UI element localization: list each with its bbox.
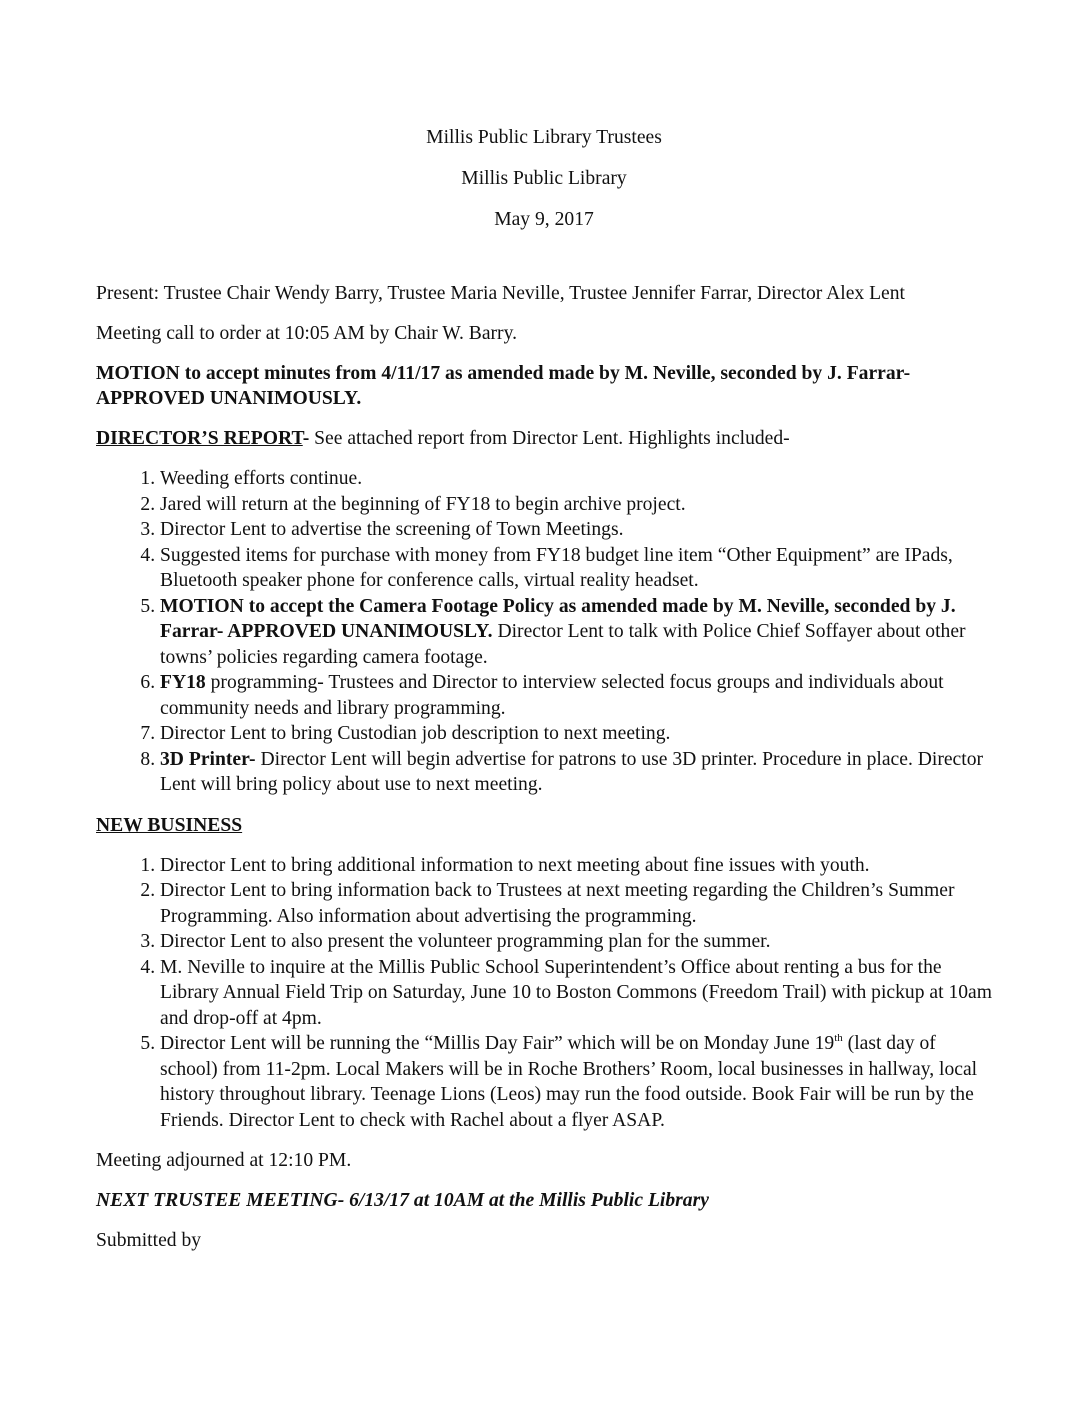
item-text: Weeding efforts continue. xyxy=(160,468,363,489)
attendees: Present: Trustee Chair Wendy Barry, Trustee Maria Neville, Trustee Jennifer Farrar, Director Alex Lent xyxy=(96,283,905,304)
item-text: programming- Trustees and Director to interview selected focus groups and individuals about community needs and library programming. xyxy=(160,672,944,719)
list-item xyxy=(160,594,992,671)
item-text: Director Lent to bring Custodian job description to next meeting. xyxy=(160,723,671,744)
superscript: th xyxy=(834,1032,843,1044)
list-item xyxy=(160,853,992,879)
item-text: Director Lent to also present the volunteer programming plan for the summer. xyxy=(160,931,771,952)
list-item xyxy=(160,670,992,721)
item-text: Director Lent to bring additional information to next meeting about fine issues with youth. xyxy=(160,854,870,876)
item-text: (last day of school) from 11-2pm. Local Makers will be in Roche Brothers’ Room, local businesses in hallway, local history throughout library. Teenage Lions (Leos) may run the food outside. Book Fair will be run by the Friends. Director Lent to check with Rachel about a flyer ASAP. xyxy=(160,1033,978,1131)
directors-report-heading: DIRECTOR’S REPORT xyxy=(96,428,303,449)
list-item xyxy=(160,492,992,518)
item-text: Director Lent will be running the “Millis Day Fair” which will be on Monday June 19 xyxy=(160,1033,835,1054)
item-bold-text: MOTION to accept the Camera Footage Policy as amended made by M. Neville, seconded by J. Farrar- APPROVED UNANIMOUSLY. xyxy=(160,595,956,642)
new-business-heading-row xyxy=(96,813,992,838)
item-text: Director Lent to talk with Police Chief Soffayer about other towns’ policies regarding camera footage. xyxy=(160,621,966,668)
item-text: Director Lent to bring information back to Trustees at next meeting regarding the Children’s Summer Programming. Also information about advertising the programming. xyxy=(160,880,955,927)
item-text: Suggested items for purchase with money from FY18 budget line item “Other Equipment” are IPads, Bluetooth speaker phone for conference calls, virtual reality headset. xyxy=(160,544,953,591)
list-item xyxy=(160,466,992,492)
item-text: Director Lent to advertise the screening of Town Meetings. xyxy=(160,519,624,540)
new-business-heading: NEW BUSINESS xyxy=(96,814,243,836)
item-bold-text: FY18 xyxy=(160,672,206,693)
meeting-date: May 9, 2017 xyxy=(494,209,594,230)
item-text: Jared will return at the beginning of FY18 to begin archive project. xyxy=(160,493,686,515)
next-meeting: NEXT TRUSTEE MEETING- 6/13/17 at 10AM at the Millis Public Library xyxy=(96,1190,709,1211)
directors-report-text: See attached report from Director Lent. Highlights included- xyxy=(309,428,790,449)
directors-report-list xyxy=(96,466,992,798)
call-to-order: Meeting call to order at 10:05 AM by Chair W. Barry. xyxy=(96,323,518,344)
org-title: Millis Public Library Trustees xyxy=(426,127,662,148)
heading-dash: - xyxy=(302,428,310,449)
directors-report-intro xyxy=(96,426,992,451)
location: Millis Public Library xyxy=(461,168,627,189)
item-text: M. Neville to inquire at the Millis Public School Superintendent’s Office about renting a bus for the Library Annual Field Trip on Saturday, June 10 to Boston Commons (Freedom Trail) with pickup at 10am and drop-off at 4pm. xyxy=(160,956,992,1029)
list-item xyxy=(160,543,992,594)
list-item xyxy=(160,1031,992,1133)
motion-minutes: MOTION to accept minutes from 4/11/17 as amended made by M. Neville, seconded by J. Farrar- APPROVED UNANIMOUSLY. xyxy=(96,363,911,409)
list-item xyxy=(160,929,992,955)
item-bold-text: 3D Printer- xyxy=(160,748,256,770)
new-business-list xyxy=(96,853,992,1134)
list-item xyxy=(160,878,992,929)
list-item xyxy=(160,517,992,543)
minutes-document xyxy=(96,126,992,1268)
list-item xyxy=(160,721,992,747)
list-item xyxy=(160,747,992,798)
adjourned: Meeting adjourned at 12:10 PM. xyxy=(96,1150,352,1171)
item-text: Director Lent will begin advertise for patrons to use 3D printer. Procedure in place. Director Lent will bring policy about use to next meeting. xyxy=(160,748,984,795)
list-item xyxy=(160,955,992,1032)
submitted-by: Submitted by xyxy=(96,1230,202,1251)
